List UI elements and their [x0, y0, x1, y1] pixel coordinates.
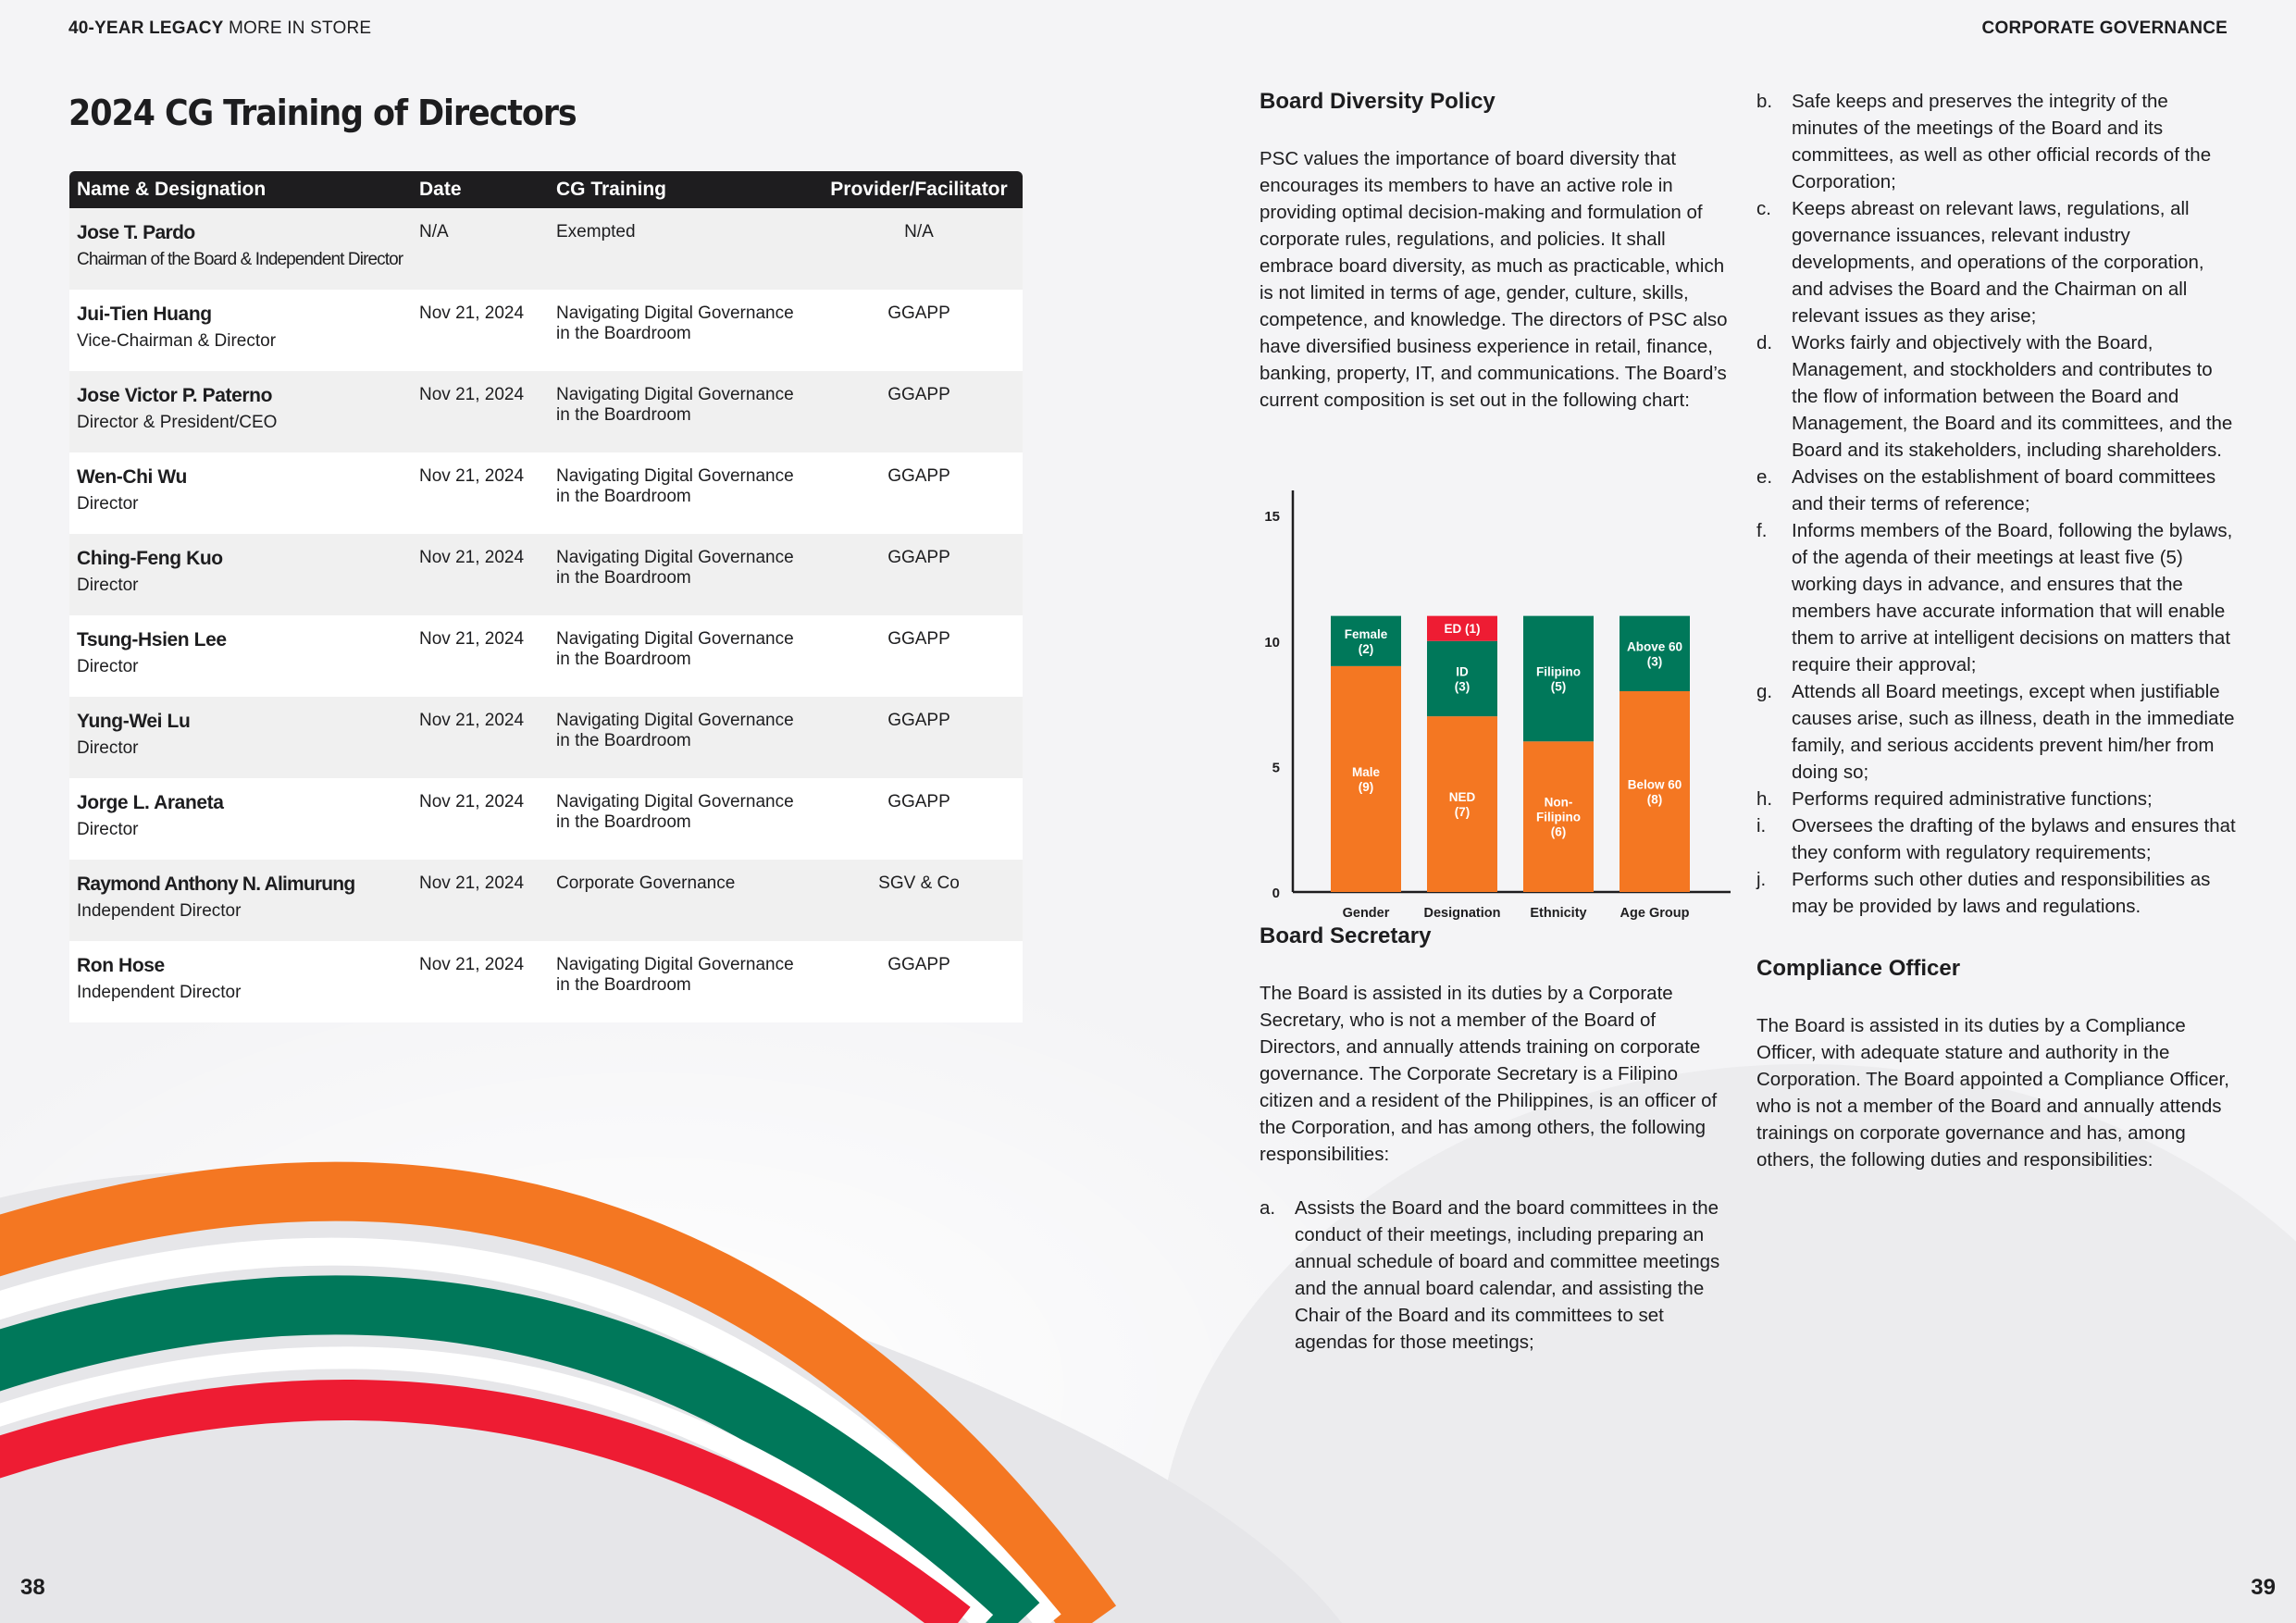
board-composition-chart — [1254, 481, 1735, 925]
list-item — [1756, 464, 2238, 517]
chart-bars — [1331, 616, 1690, 892]
cell-provider: GGAPP — [815, 371, 1023, 452]
cell-name — [69, 941, 412, 1022]
cell-name — [69, 534, 412, 615]
list-text: Performs such other duties and responsibilities as may be provided by laws and regulations. — [1792, 869, 2211, 917]
list-text: Safe keeps and preserves the integrity of the minutes of the meetings of the Board and its committees, as well as other official records of the Corporation; — [1792, 91, 2212, 192]
bar-segment — [1331, 666, 1401, 892]
list-letter: j. — [1756, 869, 1767, 890]
list-letter: f. — [1756, 520, 1768, 541]
compliance-heading: Compliance Officer — [1756, 956, 1961, 981]
list-text: Performs required administrative functions; — [1792, 788, 2153, 810]
segment-label: Above 60 (3) — [1626, 639, 1683, 669]
list-letter: a. — [1260, 1197, 1276, 1219]
list-text: Informs members of the Board, following the bylaws, of the agenda of their meetings at least five (5) working days in advance, and ensures that the members have accurate information that will enable them to arrive at intelligent decisions on matters that require their approval; — [1792, 520, 2233, 675]
table-row — [69, 778, 1023, 860]
cell-date: Nov 21, 2024 — [412, 941, 549, 1022]
list-item — [1756, 866, 2238, 920]
table-header-row — [69, 171, 1023, 208]
bar-segment — [1620, 691, 1690, 892]
cell-provider: GGAPP — [815, 534, 1023, 615]
cell-training: Navigating Digital Governance in the Boardroom — [549, 697, 815, 778]
cell-provider: SGV & Co — [815, 860, 1023, 941]
list-letter: g. — [1756, 681, 1773, 702]
director-name: Jui-Tien Huang — [77, 304, 212, 325]
director-name: Yung-Wei Lu — [77, 711, 191, 732]
cell-provider: GGAPP — [815, 290, 1023, 371]
cell-name — [69, 371, 412, 452]
table-row — [69, 534, 1023, 615]
cell-training: Navigating Digital Governance in the Boardroom — [549, 778, 815, 860]
cell-name — [69, 778, 412, 860]
secretary-list-continued — [1756, 88, 2238, 920]
cell-provider: GGAPP — [815, 941, 1023, 1022]
list-item — [1756, 786, 2238, 812]
list-text: Advises on the establishment of board committees and their terms of reference; — [1792, 466, 2216, 514]
y-tick-label: 10 — [1264, 634, 1280, 650]
running-header-right: CORPORATE GOVERNANCE — [1981, 19, 2228, 38]
director-designation: Director — [77, 820, 139, 839]
col-header-name: Name & Designation — [69, 171, 412, 208]
table-row — [69, 208, 1023, 290]
segment-label: Below 60 (8) — [1627, 777, 1682, 807]
director-name: Ron Hose — [77, 955, 165, 976]
x-tick-label: Designation — [1423, 906, 1501, 921]
list-item — [1756, 678, 2238, 786]
list-item — [1756, 195, 2238, 329]
secretary-intro: The Board is assisted in its duties by a Corporate Secretary, who is not a member of the Board of Directors, and annually attends training on corporate governance. The Corporate Secretary is a Filipino citizen and a resident of the Philippines, is an officer of the Corporation, and has among others, the following responsibilities: — [1260, 983, 1718, 1165]
running-header-left: 40-YEAR LEGACY MORE IN STORE — [68, 19, 372, 38]
cell-name — [69, 697, 412, 778]
cell-training: Navigating Digital Governance in the Boardroom — [549, 534, 815, 615]
director-designation: Director — [77, 494, 139, 514]
x-tick-label: Gender — [1342, 906, 1390, 921]
cell-provider: GGAPP — [815, 452, 1023, 534]
table-row — [69, 941, 1023, 1022]
secretary-list-start — [1260, 1195, 1731, 1356]
table-row — [69, 860, 1023, 941]
segment-label: ID (3) — [1454, 664, 1471, 694]
cell-date: Nov 21, 2024 — [412, 860, 549, 941]
list-item — [1260, 1195, 1731, 1356]
director-designation: Director & President/CEO — [77, 413, 278, 432]
segment-label: NED (7) — [1448, 790, 1476, 820]
x-tick-label: Ethnicity — [1530, 906, 1587, 921]
cell-training: Navigating Digital Governance in the Boardroom — [549, 371, 815, 452]
y-tick-label: 5 — [1272, 760, 1280, 776]
director-designation: Independent Director — [77, 983, 242, 1002]
segment-label: Non-Filipino (6) — [1536, 795, 1581, 839]
director-name: Jorge L. Araneta — [77, 792, 224, 813]
director-designation: Director — [77, 576, 139, 595]
director-designation: Independent Director — [77, 901, 242, 921]
diversity-heading: Board Diversity Policy — [1260, 89, 1496, 114]
list-item — [1756, 329, 2238, 464]
cell-training: Navigating Digital Governance in the Boardroom — [549, 941, 815, 1022]
cell-date: Nov 21, 2024 — [412, 697, 549, 778]
cell-date: Nov 21, 2024 — [412, 371, 549, 452]
director-name: Jose Victor P. Paterno — [77, 385, 273, 406]
list-item — [1756, 88, 2238, 195]
table-row — [69, 697, 1023, 778]
cell-date: Nov 21, 2024 — [412, 452, 549, 534]
cell-date: N/A — [412, 208, 549, 290]
page-title: 2024 CG Training of Directors — [68, 93, 577, 133]
cell-date: Nov 21, 2024 — [412, 290, 549, 371]
table-row — [69, 290, 1023, 371]
page-number-right: 39 — [2251, 1575, 2276, 1600]
list-item — [1756, 517, 2238, 678]
cell-name — [69, 290, 412, 371]
list-letter: e. — [1756, 466, 1773, 488]
list-letter: i. — [1756, 815, 1767, 836]
cell-name — [69, 208, 412, 290]
director-name: Tsung-Hsien Lee — [77, 629, 227, 650]
col-header-date: Date — [412, 171, 549, 208]
compliance-body: The Board is assisted in its duties by a Compliance Officer, with adequate stature and authority in the Corporation. The Board appointed a Compliance Officer, who is not a member of the Board and annually attends trainings on corporate governance and has, among others, the following duties and responsibilities: — [1756, 1015, 2229, 1171]
cell-provider: GGAPP — [815, 615, 1023, 697]
cell-training: Navigating Digital Governance in the Boardroom — [549, 452, 815, 534]
director-designation: Director — [77, 738, 139, 758]
bar-segment — [1331, 616, 1401, 666]
list-text: Keeps abreast on relevant laws, regulations, all governance issuances, relevant industry developments, and operations of the corporation, and advises the Board and the Chairman on all relevant issues as they arise; — [1792, 198, 2204, 327]
director-name: Jose T. Pardo — [77, 222, 195, 243]
director-name: Wen-Chi Wu — [77, 466, 187, 488]
bar-segment — [1427, 716, 1497, 892]
cell-date: Nov 21, 2024 — [412, 615, 549, 697]
cell-provider: N/A — [815, 208, 1023, 290]
list-item — [1756, 812, 2238, 866]
list-letter: h. — [1756, 788, 1773, 810]
page-number-left: 38 — [20, 1575, 45, 1600]
director-name: Ching-Feng Kuo — [77, 548, 223, 569]
cell-date: Nov 21, 2024 — [412, 778, 549, 860]
director-designation: Vice-Chairman & Director — [77, 331, 277, 351]
y-tick-label: 0 — [1272, 886, 1280, 901]
cell-provider: GGAPP — [815, 778, 1023, 860]
list-text: Assists the Board and the board committees in the conduct of their meetings, including preparing an annual schedule of board and committee meetings and the annual board calendar, and assisting the Chair of the Board and its committees to set agendas for those meetings; — [1295, 1197, 1720, 1353]
diversity-body: PSC values the importance of board diversity that encourages its members to have an active role in providing optimal decision-making and formulation of corporate rules, regulations, and policies. It shall embrace board diversity, as much as practicable, which is not limited in terms of age, gender, culture, skills, competence, and knowledge. The directors of PSC also have diversified business experience in retail, finance, banking, property, IT, and communications. The Board’s current composition is set out in the following chart: — [1260, 148, 1728, 411]
cell-training: Navigating Digital Governance in the Boardroom — [549, 290, 815, 371]
cell-training: Exempted — [549, 208, 815, 290]
list-text: Works fairly and objectively with the Board, Management, and stockholders and contributes to the flow of information between the Board and Management, the Board and its committees, and the Board and its stakeholders, including shareholders. — [1792, 332, 2233, 461]
list-text: Oversees the drafting of the bylaws and ensures that they conform with regulatory requirements; — [1792, 815, 2236, 863]
cell-training: Corporate Governance — [549, 860, 815, 941]
segment-label: Filipino (5) — [1536, 664, 1581, 694]
cell-name — [69, 860, 412, 941]
list-letter: b. — [1756, 91, 1773, 112]
director-designation: Chairman of the Board & Independent Director — [77, 250, 403, 269]
training-table — [69, 171, 1023, 1022]
y-tick-label: 15 — [1264, 509, 1280, 526]
table-row — [69, 371, 1023, 452]
director-name: Raymond Anthony N. Alimurung — [77, 873, 355, 895]
cell-name — [69, 452, 412, 534]
bar-segment — [1620, 616, 1690, 691]
director-designation: Director — [77, 657, 139, 676]
col-header-provider: Provider/Facilitator — [815, 171, 1023, 208]
cell-provider: GGAPP — [815, 697, 1023, 778]
right-column — [1756, 88, 2238, 1173]
cell-date: Nov 21, 2024 — [412, 534, 549, 615]
bar-segment — [1523, 616, 1594, 742]
cell-name — [69, 615, 412, 697]
col-header-training: CG Training — [549, 171, 815, 208]
bar-segment — [1427, 641, 1497, 716]
segment-label: Female (2) — [1344, 626, 1388, 656]
cell-training: Navigating Digital Governance in the Boardroom — [549, 615, 815, 697]
x-tick-label: Age Group — [1620, 906, 1690, 921]
list-letter: d. — [1756, 332, 1773, 353]
list-text: Attends all Board meetings, except when justifiable causes arise, such as illness, death in the immediate family, and serious accidents prevent him/her from doing so; — [1792, 681, 2235, 783]
secretary-heading: Board Secretary — [1260, 923, 1432, 948]
table-row — [69, 452, 1023, 534]
list-letter: c. — [1756, 198, 1771, 219]
segment-label: Male (9) — [1351, 764, 1381, 794]
segment-label: ED (1) — [1444, 622, 1481, 637]
table-row — [69, 615, 1023, 697]
